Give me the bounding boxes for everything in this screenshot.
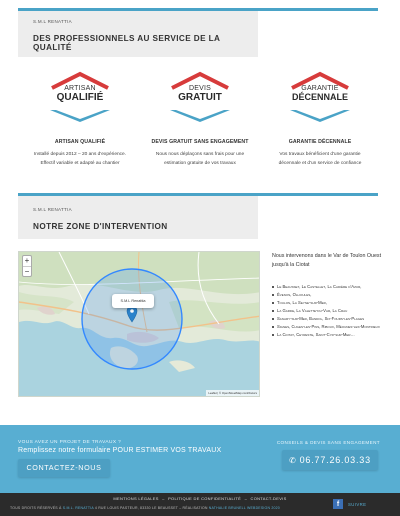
list-item: La Ciotat, Ceyreste, Saint-Cyr-sur-Mer…	[272, 331, 392, 339]
feature-artisan	[20, 66, 140, 168]
feature-description-line: Nous nous déplaçons sans frais pour une	[155, 152, 245, 157]
feature-description	[260, 151, 380, 168]
feature-description	[20, 151, 140, 168]
feature-devis	[140, 66, 260, 168]
footer-copyright	[10, 506, 280, 510]
facebook-icon[interactable]: f	[333, 499, 343, 509]
intervention-map[interactable]	[18, 251, 260, 397]
follow-link[interactable]: SUIVRE	[348, 502, 367, 507]
map-zoom-control	[22, 255, 32, 277]
list-item: Toulon, La Seyne-sur-Mer,	[272, 299, 392, 307]
feature-description-line: Installé depuis 2012 – 20 ans d'expérience.	[33, 152, 127, 157]
feature-description-line: estimation gratuite de vos travaux	[164, 160, 236, 166]
footer-separator: –	[244, 496, 248, 501]
contact-button[interactable]: CONTACTEZ-NOUS	[18, 459, 110, 477]
section-title: DES PROFESSIONNELS AU SERVICE DE LA QUALITÉ	[33, 34, 221, 52]
copy-agency[interactable]: NATHALIE BRUNELL WEBDESIGN 2020	[208, 506, 280, 510]
towns-list	[272, 283, 392, 339]
logo-line1: GARANTIE	[301, 85, 339, 92]
phone-number: 06.77.26.03.33	[299, 455, 371, 465]
section-divider	[258, 193, 378, 196]
map-popup: S.M.L Renattia	[112, 294, 154, 308]
copy-address: 4 RUE LOUIS PASTEUR, 83330 LE BEAUSSET – RÉALISATION	[94, 506, 208, 510]
feature-garantie	[260, 66, 380, 168]
footer-link-mentions[interactable]: MENTIONS LÉGALES	[113, 496, 159, 501]
section-eyebrow: S.M.L RENATTIA	[33, 207, 72, 212]
feature-title: DEVIS GRATUIT SANS ENGAGEMENT	[151, 139, 249, 145]
logo-line2: DÉCENNALE	[291, 92, 348, 102]
list-item: Évenos, Ollioules,	[272, 291, 392, 299]
copy-prefix: TOUS DROITS RÉSERVÉS À	[10, 506, 62, 510]
section-header-quality	[18, 8, 258, 57]
feature-description-line: Vos travaux bénéficient d'une garantie	[279, 152, 361, 157]
footer-link-privacy[interactable]: POLITIQUE DE CONFIDENTIALITÉ	[168, 496, 242, 501]
devis-gratuit-logo	[164, 66, 236, 126]
list-item: Signes, Cuges-les-Pins, Riboux, Méounes-les-Montrieux	[272, 323, 392, 331]
cta-eyebrow: VOUS AVEZ UN PROJET DE TRAVAUX ?	[18, 440, 122, 445]
list-item: La Garde, La Valette-du-Var, La Crau	[272, 307, 392, 315]
artisan-qualifie-logo	[44, 66, 116, 126]
feature-description-line: Effectif variable et adapté au chantier	[40, 160, 120, 166]
zoom-in-button[interactable]: +	[24, 256, 30, 265]
section-eyebrow: S.M.L RENATTIA	[33, 19, 72, 24]
cta-right-label: CONSEILS & DEVIS SANS ENGAGEMENT	[276, 440, 380, 445]
logo-line1: ARTISAN	[64, 85, 96, 92]
section-divider	[258, 8, 378, 11]
logo-line2: GRATUIT	[178, 92, 222, 103]
list-item: Sanary-sur-Mer, Bandol, Six-Fours-les-Plages	[272, 315, 392, 323]
zoom-out-button[interactable]: −	[24, 267, 30, 276]
section-title: NOTRE ZONE D'INTERVENTION	[33, 222, 168, 231]
copy-brand[interactable]: S.M.L. RENATTIA	[62, 506, 94, 510]
section-header-zone	[18, 193, 258, 239]
list-item: Le Beausset, Le Castellet, La Cadière d'Azur,	[272, 283, 392, 291]
phone-button[interactable]	[282, 450, 378, 470]
logo-line2: QUALIFIÉ	[56, 92, 104, 103]
zone-intro: Nous intervenons dans le Var de Toulon Ouest jusqu'à la Ciotat	[272, 253, 382, 268]
cta-headline: Remplissez notre formulaire POUR ESTIMER VOS TRAVAUX	[18, 447, 222, 454]
logo-line1: DEVIS	[188, 85, 211, 92]
garantie-decennale-logo	[284, 66, 356, 126]
feature-description	[140, 151, 260, 168]
feature-title: GARANTIE DÉCENNALE	[288, 139, 352, 145]
footer-link-contact[interactable]: CONTACT-DEVIS	[250, 496, 287, 501]
map-tiles	[19, 252, 260, 397]
feature-title: ARTISAN QUALIFIÉ	[54, 139, 106, 145]
phone-icon: ✆	[289, 456, 297, 465]
footer-separator: –	[162, 496, 165, 501]
feature-description-line: décennale et d'un service de confiance	[278, 160, 362, 166]
map-attribution[interactable]: Leaflet | © OpenStreetMap contributors	[208, 391, 257, 395]
